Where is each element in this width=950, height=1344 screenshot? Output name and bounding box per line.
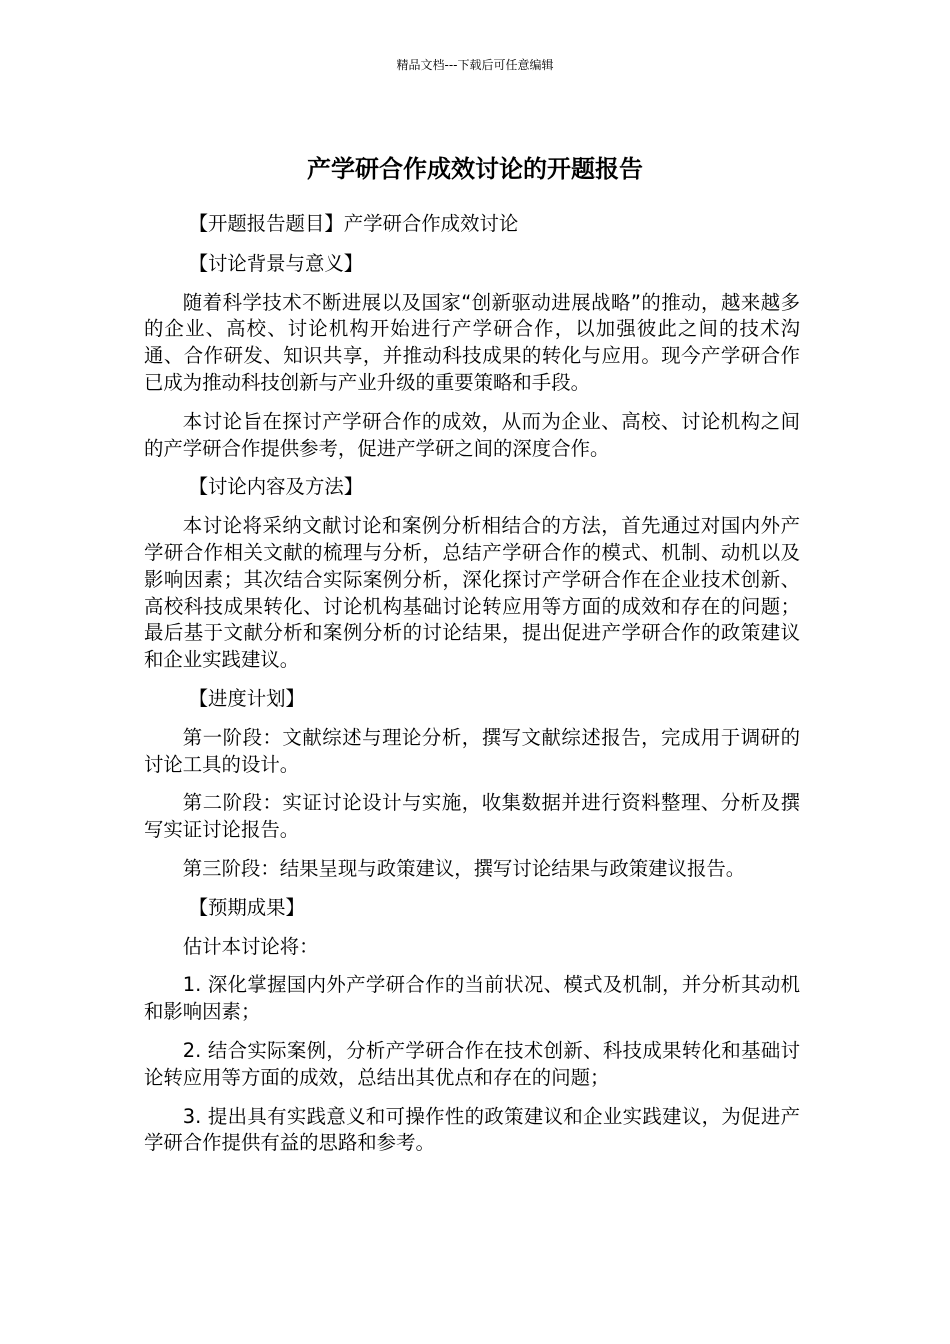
paragraph-purpose: 本讨论旨在探讨产学研合作的成效，从而为企业、高校、讨论机构之间的产学研合作提供参考，促进产学研之间的深度合作。 (144, 409, 800, 460)
list-item-outcome-3: 3. 提出具有实践意义和可操作性的政策建议和企业实践建议，为促进产学研合作提供有益的思路和参考。 (144, 1104, 800, 1155)
section-heading-method: 【讨论内容及方法】 (188, 475, 364, 499)
document-body (144, 211, 800, 1169)
paragraph-background: 随着科学技术不断进展以及国家“创新驱动进展战略”的推动，越来越多的企业、高校、讨论机构开始进行产学研合作，以加强彼此之间的技术沟通、合作研发、知识共享，并推动科技成果的转化与应用。现今产学研合作已成为推动科技创新与产业升级的重要策略和手段。 (144, 290, 800, 394)
list-item-outcome-2: 2. 结合实际案例，分析产学研合作在技术创新、科技成果转化和基础讨论转应用等方面的成效，总结出其优点和存在的问题； (144, 1038, 800, 1089)
document-title: 产学研合作成效讨论的开题报告 (307, 155, 643, 184)
paragraph-outcomes-intro: 估计本讨论将： (182, 934, 319, 958)
header-note: 精品文档---下载后可任意编辑 (396, 58, 554, 72)
section-heading-outcomes: 【预期成果】 (188, 895, 305, 919)
section-heading-schedule: 【进度计划】 (188, 686, 305, 710)
paragraph-method: 本讨论将采纳文献讨论和案例分析相结合的方法，首先通过对国内外产学研合作相关文献的梳理与分析，总结产学研合作的模式、机制、动机以及影响因素；其次结合实际案例分析，深化探讨产学研合作在企业技术创新、高校科技成果转化、讨论机构基础讨论转应用等方面的成效和存在的问题；最后基于文献分析和案例分析的讨论结果，提出促进产学研合作的政策建议和企业实践建议。 (144, 514, 800, 672)
paragraph-stage-three: 第三阶段：结果呈现与政策建议，撰写讨论结果与政策建议报告。 (182, 856, 746, 880)
section-heading-topic: 【开题报告题目】产学研合作成效讨论 (188, 212, 519, 235)
paragraph-stage-two: 第二阶段：实证讨论设计与实施，收集数据并进行资料整理、分析及撰写实证讨论报告。 (144, 791, 800, 842)
list-item-outcome-1: 1. 深化掌握国内外产学研合作的当前状况、模式及机制，并分析其动机和影响因素； (144, 973, 800, 1024)
section-heading-background: 【讨论背景与意义】 (188, 251, 364, 275)
paragraph-stage-one: 第一阶段：文献综述与理论分析，撰写文献综述报告，完成用于调研的讨论工具的设计。 (144, 725, 800, 776)
